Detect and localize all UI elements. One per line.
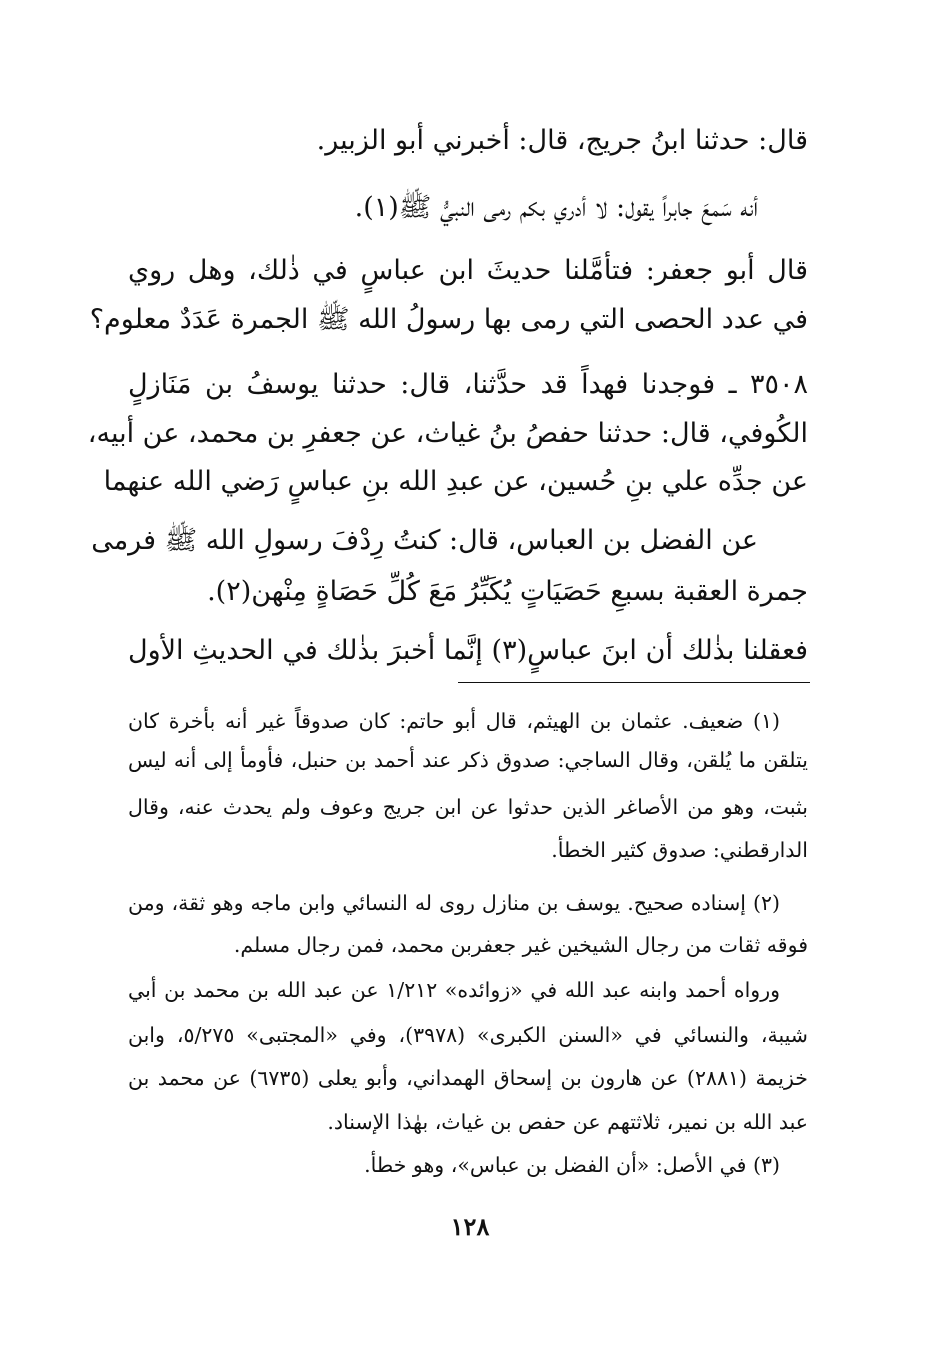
footnote-line-1: (١) ضعيف. عثمان بن الهيثم، قال أبو حاتم: كان صدوقاً غير أنه بأخرة كان [128, 709, 780, 733]
footnote-line-9: خزيمة (٢٨٨١) عن هارون بن إسحاق الهمداني، وأبو يعلى (٦٧٣٥) عن محمد بن [128, 1066, 808, 1090]
footnote-line-7: ورواه أحمد وابنه عبد الله في «زوائده» ١/٢١٢ عن عبد الله بن محمد بن أبي [128, 978, 780, 1002]
text-line-7: عن جدِّه علي بنِ حُسين، عن عبدِ الله بنِ عباسٍ رَضي الله عنهما [103, 466, 808, 497]
footnote-line-4: الدارقطني: صدوق كثير الخطأ. [551, 838, 808, 862]
page-number: ١٢٨ [450, 1212, 490, 1241]
text-line-6: الكُوفي، قال: حدثنا حفصُ بنُ غياث، عن جعفرِ بن محمد، عن أبيه، [87, 418, 808, 449]
footnote-line-10: عبد الله بن نمير، ثلاثتهم عن حفص بن غياث، بهٰذا الإسناد. [327, 1110, 808, 1134]
text-line-4: في عدد الحصى التي رمى بها رسولُ الله ﷺ الجمرة عَدَدٌ معلوم؟ [89, 304, 808, 335]
text-line-10: فعقلنا بذٰلك أن ابنَ عباسٍ(٣) إنَّما أخبرَ بذٰلك في الحديثِ الأول [128, 635, 809, 666]
footnote-separator [458, 682, 810, 683]
footnote-line-5: (٢) إسناده صحيح. يوسف بن منازل روى له النسائي وابن ماجه وهو ثقة، ومن [128, 891, 780, 915]
text-line-2: أنه سَمعَ جابراً يقول: لا أدري بكم رمى النبيُّ ﷺ(١). [354, 192, 758, 223]
text-line-3: قال أبو جعفر: فتأمَّلنا حديثَ ابن عباسٍ في ذٰلك، وهل روي [128, 255, 808, 286]
footnote-line-3: بثبت، وهو من الأصاغر الذين حدثوا عن ابن جريج وعوف ولم يحدث عنه، وقال [128, 795, 808, 819]
footnote-line-11: (٣) في الأصل: «أن الفضل بن عباس»، وهو خطأ. [364, 1153, 780, 1177]
footnote-line-8: شيبة، والنسائي في «السنن الكبرى» (٣٩٧٨)، وفي «المجتبى» ٥/٢٧٥، وابن [128, 1023, 808, 1047]
text-line-8: عن الفضل بن العباس، قال: كنتُ رِدْفَ رسولِ الله ﷺ فرمى [91, 525, 758, 556]
text-line-5: ٣٥٠٨ ـ فوجدنا فهداً قد حدَّثنا، قال: حدثنا يوسفُ بن مَنَازلٍ [128, 369, 808, 400]
text-line-1: قال: حدثنا ابنُ جريج، قال: أخبرني أبو الزبير. [316, 125, 808, 156]
footnote-line-6: فوقه ثقات من رجال الشيخين غير جعفربن محمد، فمن رجال مسلم. [233, 933, 808, 957]
footnote-line-2: يتلقن ما يُلقن، وقال الساجي: صدوق ذكر عند أحمد بن حنبل، فأومأ إلى أنه ليس [128, 748, 808, 772]
text-line-9: جمرة العقبة بسبعِ حَصَيَاتٍ يُكَبِّرُ مَعَ كُلِّ حَصَاةٍ مِنْهن(٢). [207, 576, 808, 607]
